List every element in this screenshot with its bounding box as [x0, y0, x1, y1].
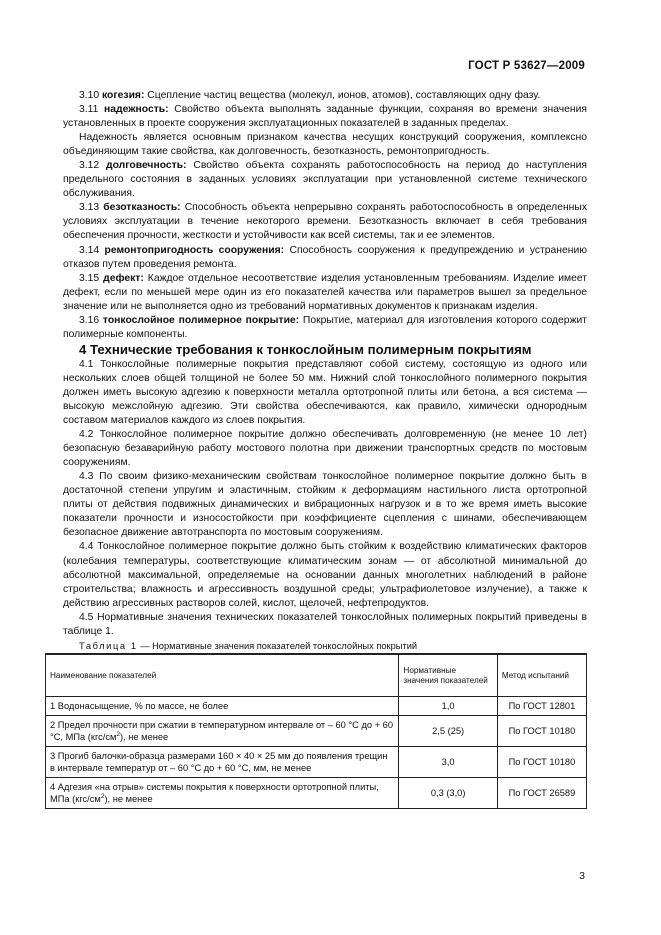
- norms-table: [45, 653, 587, 810]
- row-name: 1 Водонасыщение, % по массе, не более: [46, 697, 399, 716]
- table-header-row: [46, 654, 587, 697]
- row-name: 4 Адгезия «на отрыв» системы покрытия к поверхности ортотропной плиты, МПа $(кгс/см^2)$, не менее: [46, 778, 399, 809]
- document-code-header: ГОСТ Р 53627—2009: [468, 60, 585, 72]
- term: ремонтопригодность сооружения:: [104, 244, 285, 256]
- term: надежность:: [104, 104, 169, 116]
- term: дефект:: [103, 272, 144, 284]
- paragraph-4-4: 4.4 Тонкослойное полимерное покрытие должно быть стойким к воздействию климатических факторов (колебания температуры, соответствующие климатическим зонам — от абсолютной минимальной до абсолютной максимальной, определяемые на основании данных многолетних наблюдений в районе строительства; влажность и агрессивность воздушной среды; ультрафиолетовое излучение), а также к действию агрессивных растворов солей, кислот, щелочей, нефтепродуктов.: [63, 541, 587, 609]
- definition-3-16: 3.16 тонкослойное полимерное покрытие: Покрытие, материал для изготовления которого содержит полимерные компоненты.: [63, 314, 587, 340]
- paragraph-4-5: 4.5 Нормативные значения технических показателей тонкослойных полимерных покрытий приведены в таблице 1.: [63, 611, 587, 637]
- term: долговечность:: [106, 160, 187, 172]
- paragraph-4-2: 4.2 Тонкослойное полимерное покрытие должно обеспечивать долговременную (не менее 10 лет) безопасную безаварийную работу мостового полотна при движении транспортных средств по мостовым сооружениям.: [63, 429, 587, 469]
- definition-3-13: 3.13 безотказность: Способность объекта непрерывно сохранять работоспособность в определенных условиях эксплуатации в течение некоторого времени. Безотказность включает в себя требования обеспечения прочности, жесткости и устойчивости как всей системы, так и ее элементов.: [63, 202, 587, 242]
- page-content: [50, 89, 588, 809]
- row-method: По ГОСТ 26589: [497, 778, 586, 809]
- row-value: 3,0: [399, 747, 497, 778]
- column-header-value: Нормативные значения показателей: [399, 654, 497, 697]
- term: тонкослойное полимерное покрытие:: [102, 314, 300, 326]
- row-value: 1,0: [399, 697, 497, 716]
- row-name: 2 Предел прочности при сжатии в температурном интервале от – 60 °С до + 60 °С, МПа $(кгс/см^2)$, не менее: [46, 716, 399, 747]
- definition-3-11: 3.11 надежность: Свойство объекта выполнять заданные функции, сохраняя во времени значения установленных в проекте сооружения эксплуатационных показателей в заданных пределах.: [63, 104, 588, 130]
- term: безотказность:: [103, 202, 181, 214]
- paragraph-4-3: 4.3 По своим физико-механическим свойствам тонкослойное полимерное покрытие должно быть в достаточной степени упругим и эластичным, стойким к деформациям настильного листа ортотропной плиты от действия подвижных динамических и вибрационных нагрузок и в то же время иметь высокие показатели прочности и износостойкости при коэффициенте сцепления с шинами, обеспечивающем безопасное движение автотранспорта по мостовым сооружениям.: [63, 471, 587, 539]
- table-caption-label: Таблица 1: [79, 640, 138, 651]
- section-title: 4 Технические требования к тонкослойным полимерным покрытиям: [79, 341, 532, 357]
- definition-3-10: 3.10 когезия: Сцепление частиц вещества (молекул, ионов, атомов), составляющих одну фазу.: [79, 90, 541, 101]
- row-method: По ГОСТ 10180: [497, 747, 586, 778]
- term: когезия:: [102, 90, 145, 101]
- column-header-name: Наименование показателей: [46, 654, 399, 697]
- paragraph-4-1: 4.1 Тонкослойные полимерные покрытия представляют собой систему, состоящую из одного или нескольких слоев общей толщиной не более 50 мм. Нижний слой тонкослойного полимерного покрытия должен иметь высокую адгезию к поверхности металла ортотропной плиты или бетона, а вся система — высокую межслойную адгезию. Эти свойства обеспечиваются, как правило, химически однородным составом материалов каждого из слоев покрытия.: [63, 358, 587, 427]
- row-value: 2,5 (25): [399, 716, 497, 747]
- row-value: 0,3 (3,0): [399, 778, 497, 809]
- definition-3-12: 3.12 долговечность: Свойство объекта сохранять работоспособность на период до наступления предельного состояния в заданных условиях эксплуатации при установленной системе технического обслуживания.: [63, 160, 588, 200]
- definition-3-11-note: Надежность является основным признаком качества несущих конструкций сооружения, комплексно объединяющим такие свойства, как долговечность, безотказность, ремонтопригодность.: [63, 132, 587, 158]
- table-row: [46, 747, 587, 778]
- section-4-body: [63, 358, 587, 639]
- definition-3-15: 3.15 дефект: Каждое отдельное несоответствие изделия установленным требованиям. Изделие имеет дефект, если по меньшей мере один из его показателей качества или параметров вышел за предельное значение или не выполняется одно из требований нормативных документов к признакам изделия.: [63, 272, 587, 312]
- table-caption-text: — Нормативные значения показателей тонкослойных покрытий: [137, 640, 418, 651]
- row-name: 3 Прогиб балочки-образца размерами 160 × 40 × 25 мм до появления трещин в интервале температур от – 60 °С до + 60 °С, мм, не менее: [46, 747, 399, 778]
- table-caption: [63, 639, 587, 653]
- definitions-list: [63, 89, 587, 342]
- definition-3-14: 3.14 ремонтопригодность сооружения: Способность сооружения к предупреждению и устранению отказов путем проведения ремонта.: [63, 244, 587, 270]
- column-header-method: Метод испытаний: [497, 654, 586, 697]
- page-number: 3: [579, 870, 585, 882]
- table-row: [46, 778, 587, 809]
- table-row: [46, 716, 587, 747]
- row-method: По ГОСТ 10180: [497, 716, 586, 747]
- row-method: По ГОСТ 12801: [497, 697, 586, 716]
- table-row: [46, 697, 587, 716]
